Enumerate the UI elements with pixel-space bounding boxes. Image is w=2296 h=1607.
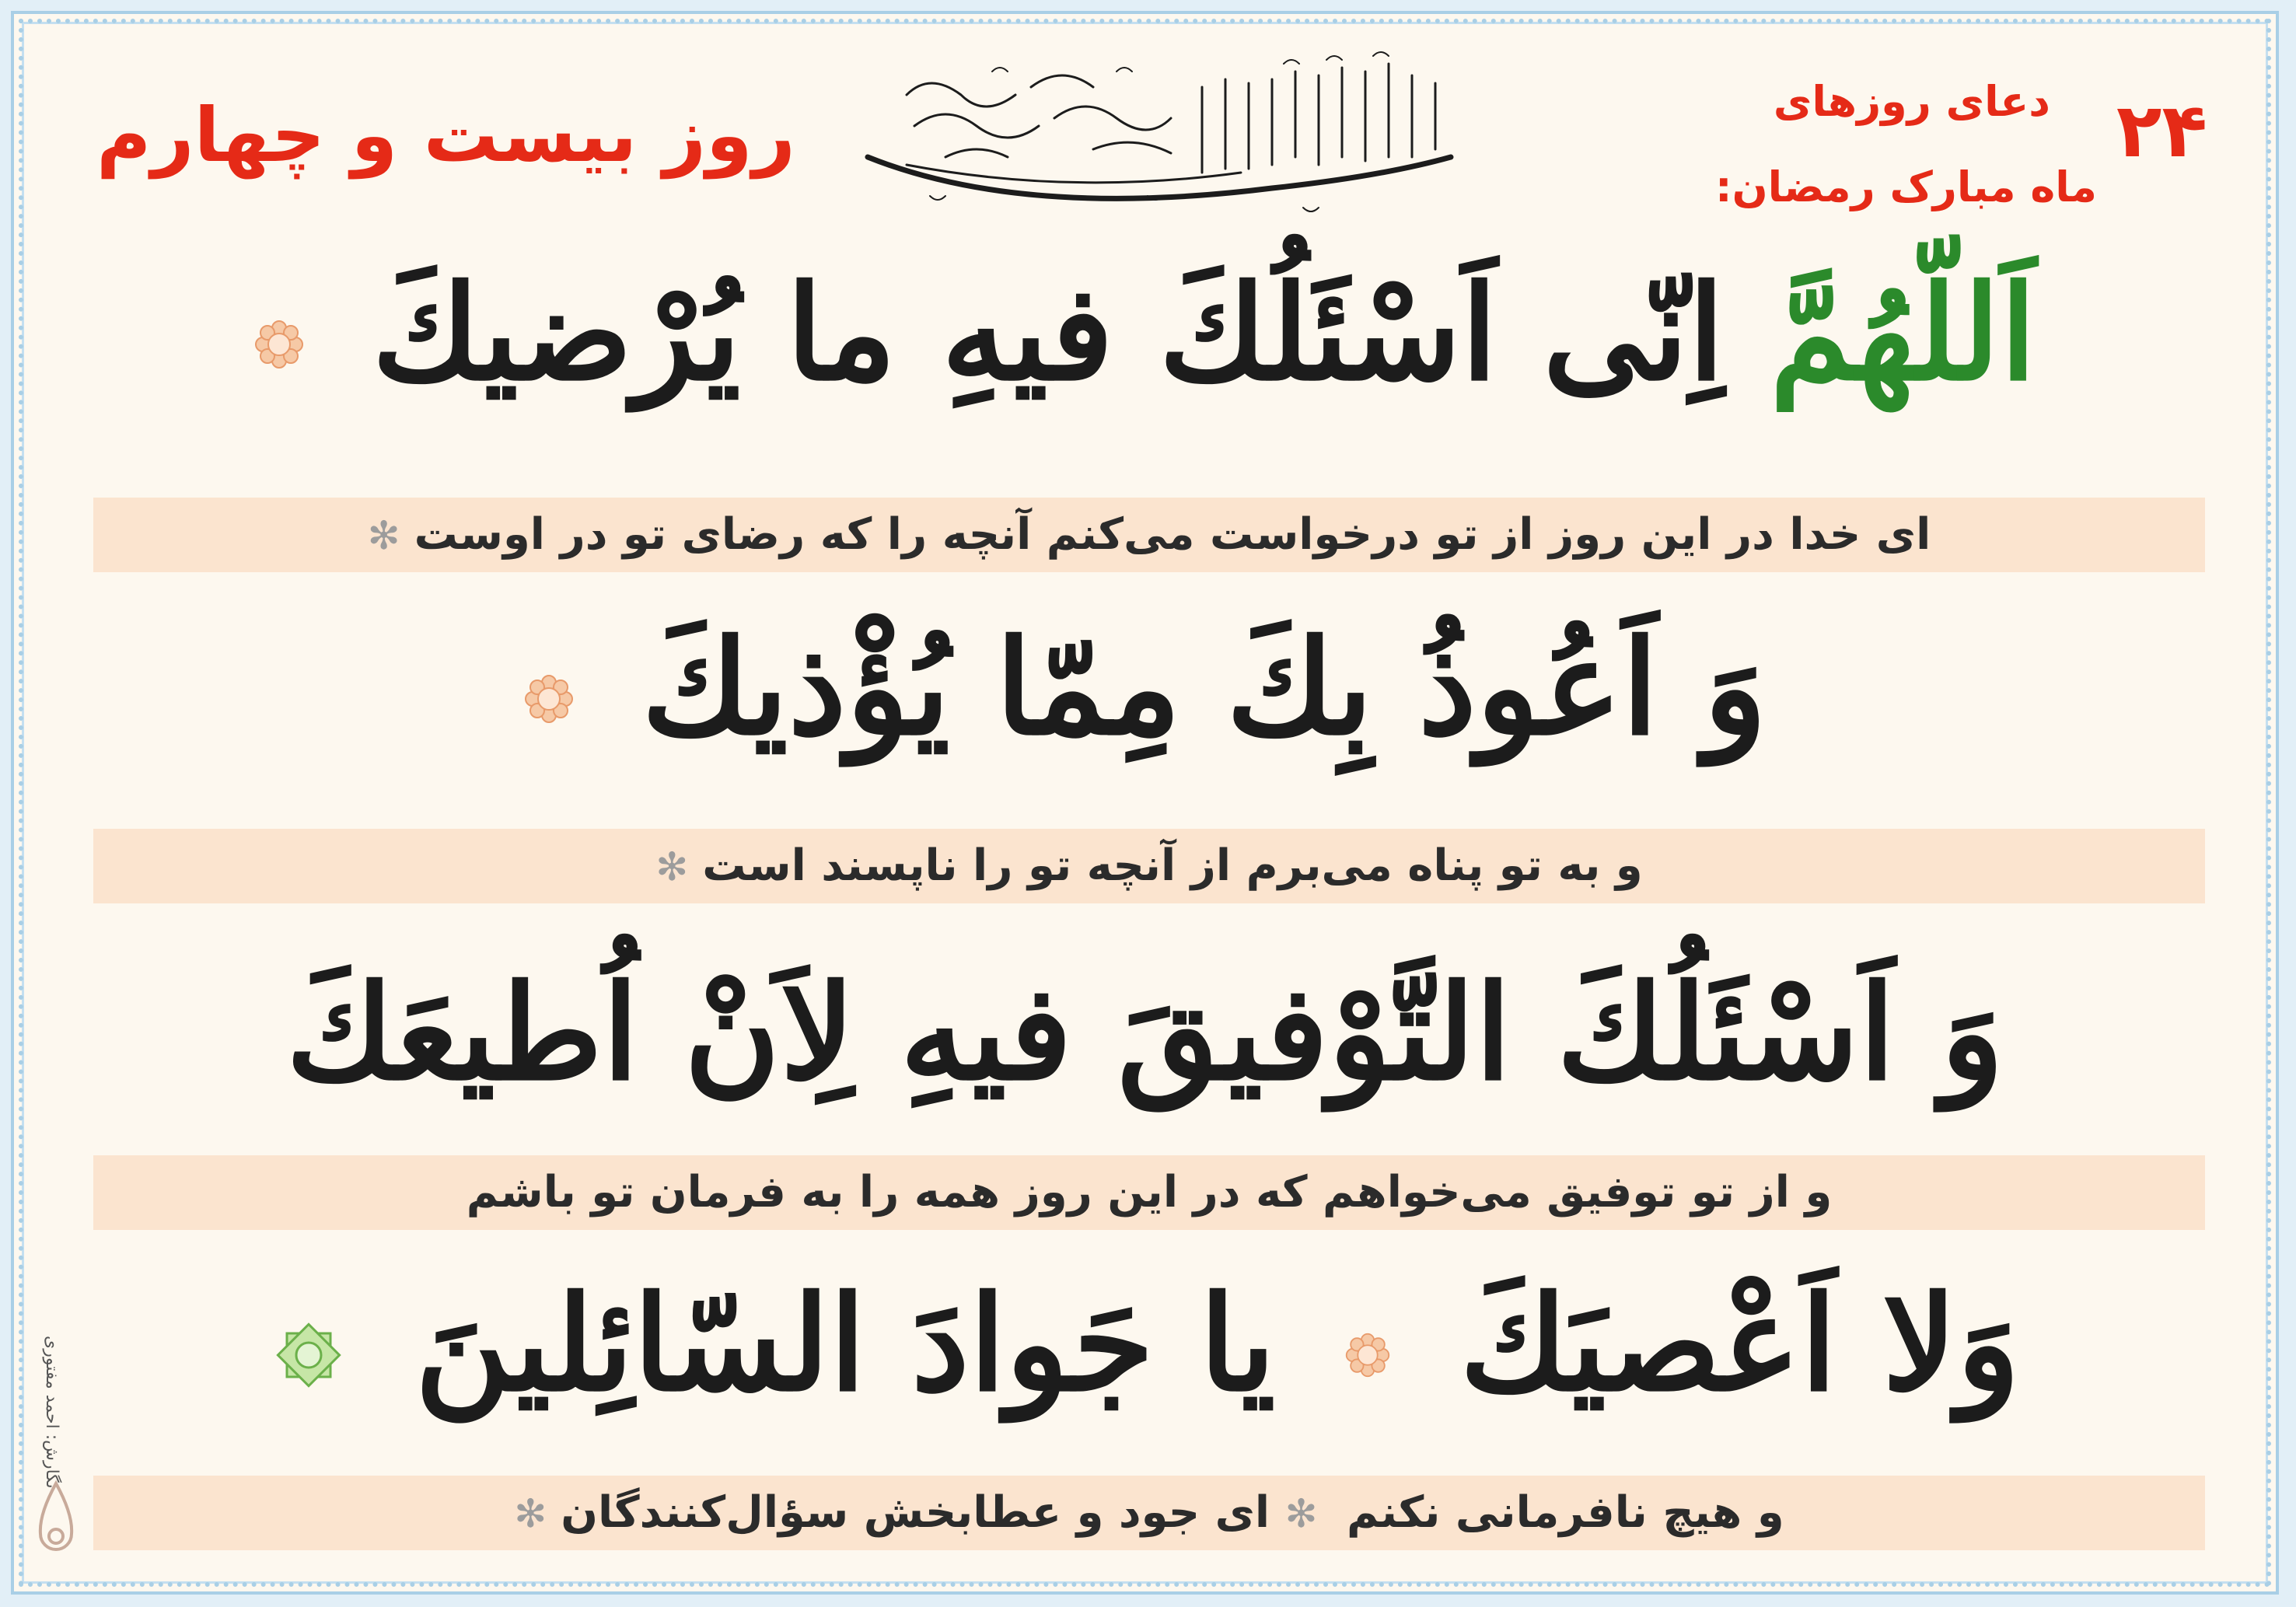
- translation-band-2: [93, 829, 2205, 903]
- verse-2-text: وَ اَعُوذُ بِكَ مِمّا یُؤْذیكَ: [641, 610, 1767, 764]
- verse-4-part-2: یا جَوادَ السّائِلینَ: [414, 1266, 1276, 1420]
- rosette-icon: [523, 673, 575, 725]
- verse-3-text: وَ اَسْئَلُكَ التَّوْفیقَ فیهِ لِاَنْ اُطیعَكَ: [285, 955, 2004, 1109]
- translation-2: و به تو پناه می‌برم از آنچه تو را ناپسند است: [702, 840, 1643, 891]
- verse-4-part-1: وَلا اَعْصیَكَ: [1459, 1266, 2020, 1420]
- verse-4: [14, 1250, 2276, 1437]
- verse-2: [14, 602, 2276, 773]
- asterisk-icon: ✻: [367, 513, 400, 558]
- translation-4a: و هیچ نافرمانی نکنم: [1347, 1487, 1784, 1538]
- verse-1-allah: اَللّهُمَّ: [1770, 256, 2037, 410]
- day-number: ۲۴: [2116, 87, 2207, 174]
- basmala-calligraphy: [837, 40, 1490, 227]
- day-title: روز بیست و چهارم: [96, 92, 795, 179]
- subtitle-line-1: دعای روزهای: [1773, 77, 2050, 126]
- translation-4b: ای جود و عطابخش سؤال‌کنندگان: [561, 1487, 1270, 1538]
- translation-band-1: [93, 498, 2205, 572]
- prayer-card: [11, 11, 2279, 1595]
- asterisk-icon: ✻: [514, 1491, 547, 1536]
- translation-band-4: [93, 1476, 2205, 1550]
- asterisk-icon: ✻: [655, 844, 689, 889]
- asterisk-icon: ✻: [1284, 1491, 1318, 1536]
- rosette-icon: [1344, 1332, 1391, 1378]
- author-credit: نگارش: احمد مفتوری: [42, 1336, 61, 1489]
- rosette-icon: [253, 319, 305, 370]
- translation-3: و از تو توفیق می‌خواهم که در این روز همه را به فرمان تو باشم: [466, 1167, 1833, 1217]
- subtitle-line-2: ماه مبارک رمضان:: [1714, 162, 2097, 211]
- verse-1: [14, 247, 2276, 418]
- translation-band-3: [93, 1155, 2205, 1230]
- verse-1-text: اِنّی اَسْئَلُكَ فیهِ ما یُرْضیكَ: [372, 256, 1770, 410]
- green-star-icon: [270, 1316, 348, 1394]
- teardrop-ornament-icon: [31, 1336, 81, 1569]
- verse-3: [14, 939, 2276, 1126]
- card-subtitle: [1715, 59, 2097, 230]
- translation-1: ای خدا در این روز از تو درخواست می‌کنم آنچه را که رضای تو در اوست: [414, 509, 1931, 560]
